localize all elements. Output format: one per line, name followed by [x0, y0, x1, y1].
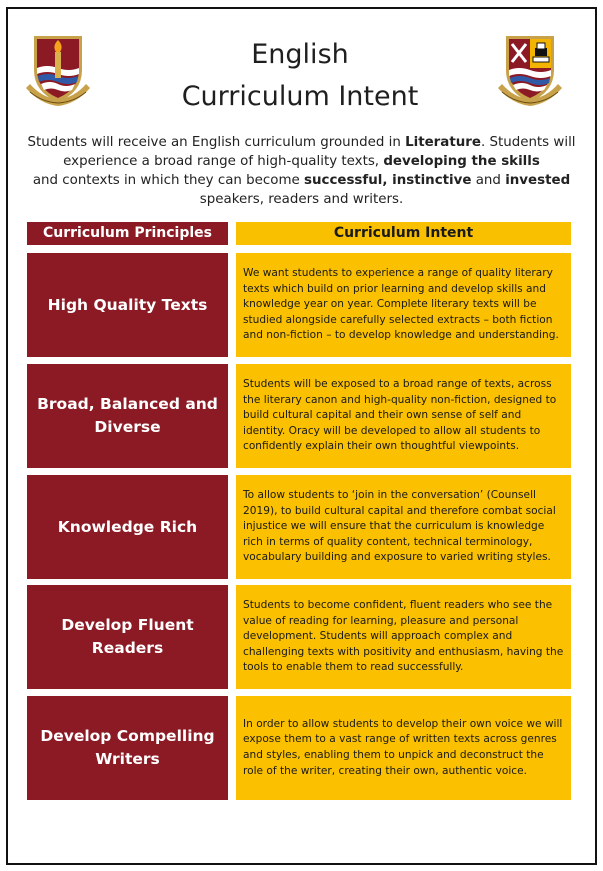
intro-text: Students will receive an English curriculum grounded in	[27, 135, 406, 150]
principle-cell: Develop Fluent Readers	[27, 585, 228, 689]
column-header-principles: Curriculum Principles	[27, 222, 228, 245]
intro-bold: invested	[505, 173, 571, 188]
intro-text: speakers, readers and writers.	[199, 192, 404, 207]
page-title-line-1: English	[251, 39, 349, 70]
intro-text: and	[471, 173, 506, 188]
intro-bold: successful, instinctive	[304, 173, 472, 188]
principle-cell: High Quality Texts	[27, 253, 228, 357]
page-title-line-2: Curriculum Intent	[181, 81, 419, 112]
principle-cell: Broad, Balanced and Diverse	[27, 364, 228, 468]
intent-cell: Students will be exposed to a broad range of texts, across the literary canon and high-quality non-fiction, designed to build cultural capital and their own sense of self and identity. Oracy will be developed to allow all students to confidently explain their own thoughtful viewpoints.	[236, 364, 571, 468]
intro-bold: developing the skills	[383, 154, 540, 169]
intro-text: and contexts in which they can become	[32, 173, 304, 188]
intro-text: . Students will experience a broad range of high-quality texts,	[63, 135, 576, 169]
principle-cell: Develop Compelling Writers	[27, 696, 228, 800]
intro-bold: Literature	[405, 135, 481, 150]
intent-cell: In order to allow students to develop their own voice we will expose them to a vast range of written texts across genres and styles, enabling them to unpick and deconstruct the role of the writer, creating their own, authentic voice.	[236, 696, 571, 800]
intro-paragraph	[18, 133, 585, 209]
principle-cell: Knowledge Rich	[27, 475, 228, 579]
intent-cell: We want students to experience a range of quality literary texts which build on prior learning and develop skills and knowledge year on year. Complete literary texts will be studied alongside carefully selected extracts – both fiction and non-fiction – to develop knowledge and understanding.	[236, 253, 571, 357]
column-header-intent: Curriculum Intent	[236, 222, 571, 245]
intent-cell: Students to become confident, fluent readers who see the value of reading for learning, pleasure and personal development. Students will approach complex and challenging texts with positivity and enthusiasm, having the tools to enable them to read successfully.	[236, 585, 571, 689]
school-crest-torch-icon	[20, 30, 96, 110]
intent-cell: To allow students to ‘join in the conversation’ (Counsell 2019), to build cultural capital and therefore combat social injustice we will ensure that the curriculum is knowledge rich in terms of quality content, technical terminology, vocabulary building and exposure to varied writing styles.	[236, 475, 571, 579]
school-crest-tools-icon	[492, 30, 568, 110]
